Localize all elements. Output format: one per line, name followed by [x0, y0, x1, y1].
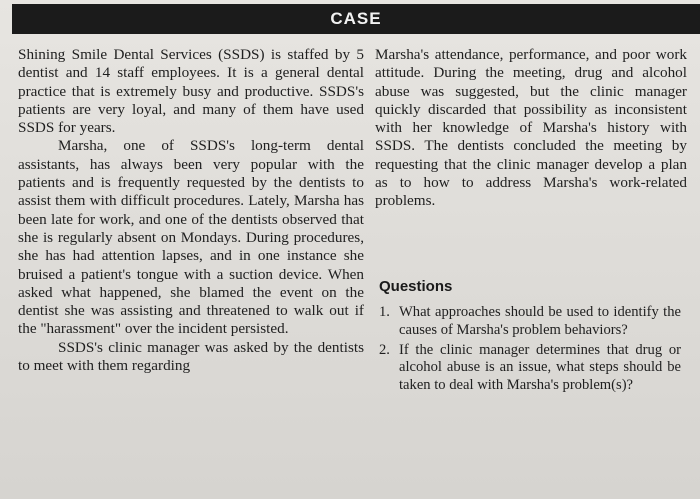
question-number: 1.	[379, 304, 390, 320]
case-paragraph-3-continued: Marsha's attendance, performance, and poor work attitude. During the meeting, drug and alcohol abuse was suggested, but the clinic manager quickly discarded that possibility as inconsistent with her knowledge of Marsha's history with SSDS. The dentists concluded the meeting by requesting that the clinic manager develop a plan as to how to address Marsha's work-related problems.	[375, 46, 687, 210]
case-title: CASE	[330, 9, 382, 28]
question-item	[379, 342, 681, 395]
case-text-left-column	[18, 46, 364, 375]
question-number: 2.	[379, 341, 390, 358]
question-text: What approaches should be used to identify the causes of Marsha's problem behaviors?	[399, 304, 681, 338]
case-header-bar	[12, 4, 700, 34]
case-text-right-column	[375, 46, 687, 211]
questions-list	[379, 304, 681, 397]
case-paragraph-1: Shining Smile Dental Services (SSDS) is staffed by 5 dentist and 14 staff employees. It is a general dental practice that is extremely busy and productive. SSDS's patients are very loyal, and many of them have used SSDS for years.	[18, 46, 364, 137]
case-paragraph-3-start: SSDS's clinic manager was asked by the dentists to meet with them regarding	[18, 338, 364, 375]
questions-heading: Questions	[379, 278, 453, 295]
question-item	[379, 304, 681, 340]
question-text: If the clinic manager determines that drug or alcohol abuse is an issue, what steps should be taken to deal with Marsha's problem(s)?	[399, 341, 681, 394]
case-paragraph-2: Marsha, one of SSDS's long-term dental assistants, has always been very popular with the patients and is frequently requested by the dentists to assist them with difficult procedures. Lately, Marsha has been late for work, and one of the dentists observed that she is regularly absent on Mondays. During procedures, she has had attention lapses, and in one instance she bruised a patient's tongue with a suction device. When asked what happened, she blamed the event on the dentist she was assisting and threatened to walk out if the "harassment" over the incident persisted.	[18, 137, 364, 338]
